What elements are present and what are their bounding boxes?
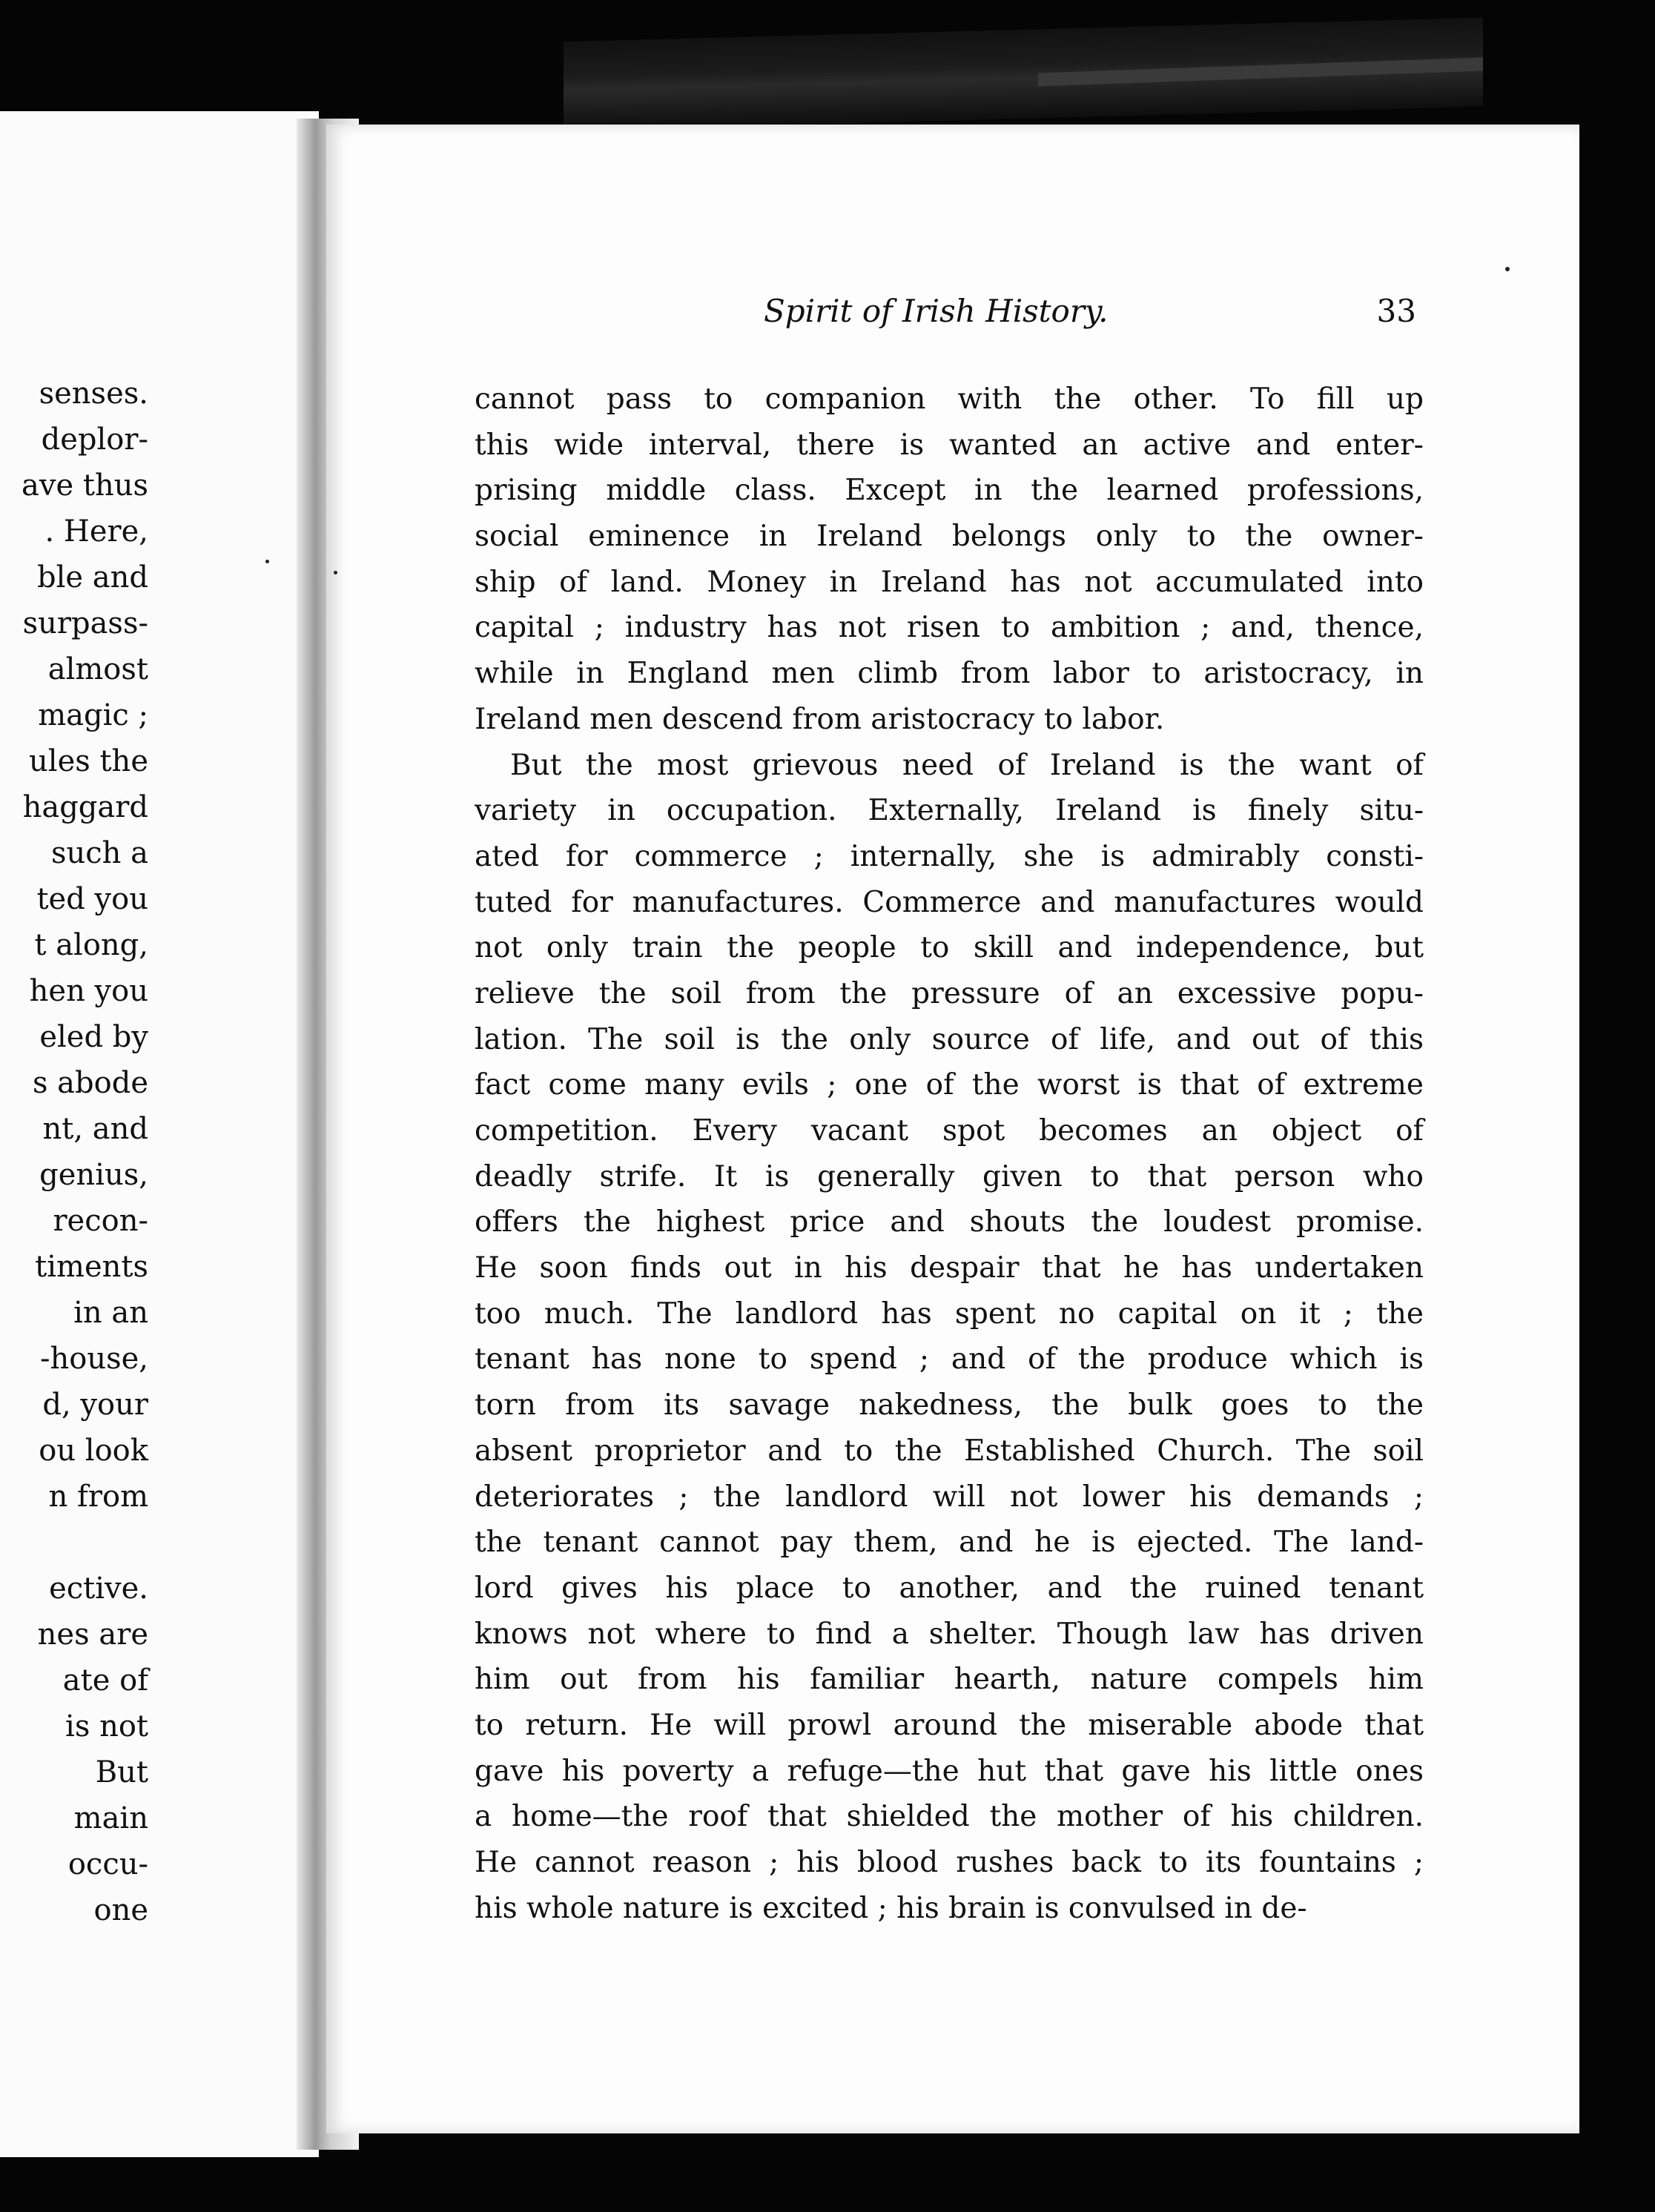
- left-page-line: t along,: [34, 928, 148, 962]
- text-line: He soon finds out in his despair that he has undertaken: [475, 1251, 1424, 1285]
- left-page-line: s abode: [32, 1066, 148, 1100]
- text-line: Ireland men descend from aristocracy to labor.: [475, 702, 1165, 736]
- text-line: lord gives his place to another, and the ruined tenant: [475, 1571, 1424, 1605]
- text-line: ship of land. Money in Ireland has not accumulated into: [475, 565, 1424, 599]
- running-title: Spirit of Irish History.: [764, 293, 1109, 329]
- text-line: social eminence in Ireland belongs only to the owner-: [475, 520, 1424, 554]
- text-line: fact come many evils ; one of the worst is that of extreme: [475, 1068, 1424, 1102]
- text-line: a home—the roof that shielded the mother of his children.: [475, 1800, 1424, 1834]
- left-page-line: one: [93, 1893, 148, 1927]
- left-page-line: such a: [50, 836, 148, 870]
- text-line: But the most grievous need of Ireland is the want of: [510, 748, 1424, 782]
- left-page-line: ble and: [37, 560, 148, 595]
- text-line: tuted for manufactures. Commerce and manufactures would: [475, 885, 1424, 919]
- left-page-line: ate of: [62, 1663, 148, 1698]
- text-line: prising middle class. Except in the learned professions,: [475, 474, 1424, 508]
- left-page-line: main: [73, 1801, 148, 1835]
- text-line: gave his poverty a refuge—the hut that gave his little ones: [475, 1754, 1424, 1788]
- left-page-line: [0, 1520, 148, 1566]
- text-line: absent proprietor and to the Established Church. The soil: [475, 1434, 1424, 1468]
- left-page-line: nes are: [37, 1617, 148, 1652]
- left-page-line: is not: [65, 1709, 148, 1744]
- left-page-line: -house,: [39, 1342, 148, 1376]
- left-page-line: in an: [73, 1296, 148, 1330]
- left-page-line: surpass-: [22, 606, 148, 640]
- left-page-line: nt, and: [42, 1112, 148, 1146]
- left-page-line: n from: [48, 1480, 148, 1514]
- running-head: [764, 293, 1416, 329]
- left-page: [0, 111, 319, 2157]
- text-line: knows not where to find a shelter. Though law has driven: [475, 1617, 1424, 1651]
- text-line: variety in occupation. Externally, Ireland is finely situ-: [475, 794, 1424, 828]
- left-page-line: But: [95, 1755, 148, 1789]
- text-line: his whole nature is excited ; his brain is convulsed in de-: [475, 1891, 1307, 1925]
- text-line: torn from its savage nakedness, the bulk goes to the: [475, 1388, 1424, 1423]
- left-page-line: haggard: [22, 790, 148, 824]
- left-page-line: recon-: [53, 1204, 148, 1238]
- dust-speck: [265, 560, 269, 563]
- text-line: tenant has none to spend ; and of the produce which is: [475, 1342, 1424, 1377]
- left-page-line: genius,: [39, 1158, 148, 1192]
- text-line: too much. The landlord has spent no capital on it ; the: [475, 1297, 1424, 1331]
- left-page-line: magic ;: [38, 698, 148, 732]
- left-page-line: timents: [35, 1250, 148, 1284]
- left-page-line: ou look: [39, 1434, 148, 1468]
- left-page-line: almost: [47, 652, 148, 686]
- left-page-line: d, your: [42, 1388, 148, 1422]
- text-line: He cannot reason ; his blood rushes back to its fountains ;: [475, 1846, 1424, 1879]
- text-line: to return. He will prowl around the miserable abode that: [475, 1708, 1424, 1742]
- text-line: him out from his familiar hearth, nature compels him: [475, 1663, 1424, 1697]
- left-page-line: ective.: [49, 1572, 148, 1606]
- left-page-text: [0, 371, 148, 1933]
- body-text: [475, 377, 1424, 1931]
- text-line: this wide interval, there is wanted an active and enter-: [475, 428, 1424, 462]
- left-page-line: ted you: [36, 882, 148, 916]
- text-line: while in England men climb from labor to aristocracy, in: [475, 657, 1424, 691]
- page-number: 33: [1376, 293, 1416, 329]
- text-line: not only train the people to skill and independence, but: [475, 931, 1424, 965]
- left-page-line: occu-: [67, 1847, 148, 1881]
- left-page-line: ave thus: [22, 468, 148, 503]
- dust-speck: [334, 571, 337, 574]
- text-line: cannot pass to companion with the other. To fill up: [475, 383, 1424, 416]
- left-page-line: . Here,: [44, 514, 148, 549]
- text-line: the tenant cannot pay them, and he is ejected. The land-: [475, 1526, 1424, 1560]
- text-line: offers the highest price and shouts the loudest promise.: [475, 1205, 1424, 1239]
- left-page-line: eled by: [39, 1020, 148, 1054]
- dust-speck: [1505, 267, 1510, 271]
- text-line: lation. The soil is the only source of life, and out of this: [475, 1022, 1424, 1056]
- text-line: capital ; industry has not risen to ambition ; and, thence,: [475, 611, 1424, 645]
- left-page-line: deplor-: [41, 423, 148, 457]
- left-page-line: ules the: [29, 744, 148, 778]
- text-line: deteriorates ; the landlord will not lower his demands ;: [475, 1480, 1424, 1514]
- left-page-line: hen you: [29, 974, 148, 1008]
- text-line: deadly strife. It is generally given to that person who: [475, 1159, 1424, 1193]
- text-line: relieve the soil from the pressure of an excessive popu-: [475, 976, 1424, 1010]
- text-line: ated for commerce ; internally, she is admirably consti-: [475, 839, 1424, 873]
- left-page-line: senses.: [39, 377, 148, 411]
- text-line: competition. Every vacant spot becomes an object of: [475, 1114, 1424, 1148]
